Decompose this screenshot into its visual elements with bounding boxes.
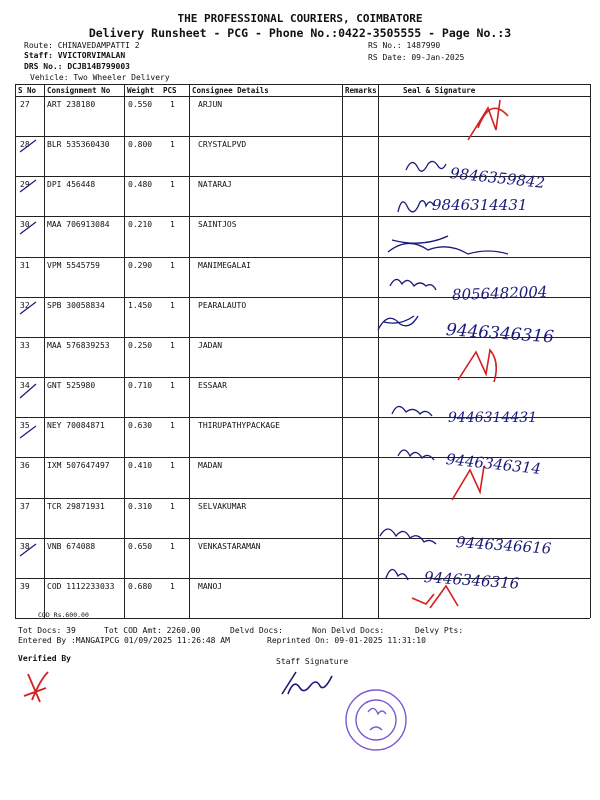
non-delivered-docs: Non Delvd Docs: <box>312 626 385 635</box>
signature-28 <box>406 161 446 171</box>
cell-pcs: 1 <box>170 180 175 190</box>
verified-by: Verified By <box>18 654 71 663</box>
cell-consignment: VNB 674088 <box>47 541 96 551</box>
cell-consignment: DPI 456448 <box>47 180 96 190</box>
cell-sno: 27 <box>20 100 30 109</box>
cell-pcs: 1 <box>170 340 175 350</box>
handwritten-phone-35: 9446346314 <box>445 450 542 478</box>
signature-31 <box>390 279 436 290</box>
col-weight: Weight <box>127 86 155 95</box>
cell-sno: 32 <box>20 300 30 310</box>
staff-signature-label: Staff Signature <box>276 657 349 666</box>
col-seal-signature: Seal & Signature <box>403 86 476 95</box>
vehicle-label: Vehicle: Two Wheeler Delivery <box>30 73 170 82</box>
cell-weight: 0.310 <box>128 501 153 511</box>
entered-by: Entered By :MANGAIPCG 01/09/2025 11:26:48 AM <box>18 636 230 645</box>
cell-pcs: 1 <box>170 421 175 431</box>
delivery-points: Delvy Pts: <box>415 626 464 635</box>
cell-weight: 0.480 <box>128 180 153 190</box>
handwritten-phone-31: 8056482004 <box>451 282 548 304</box>
cell-consignee: SELVAKUMAR <box>198 501 247 511</box>
cell-weight: 0.630 <box>128 421 153 431</box>
cell-sno: 34 <box>20 381 30 391</box>
cell-consignee: ESSAAR <box>198 381 227 391</box>
cell-consignment: MAA 706913084 <box>47 220 110 230</box>
cell-consignment: VPM 5545759 <box>47 260 100 270</box>
cell-consignee: ARJUN <box>198 100 223 109</box>
col-pcs: PCS <box>163 86 177 95</box>
cell-pcs: 1 <box>170 581 175 591</box>
handwritten-phone-34: 9446314431 <box>448 410 538 426</box>
cell-consignee: SAINTJOS <box>198 220 237 230</box>
cell-consignee: NATARAJ <box>198 180 232 190</box>
cell-pcs: 1 <box>170 260 175 270</box>
company-title: THE PROFESSIONAL COURIERS, COIMBATORE <box>177 12 423 25</box>
runsheet-subtitle: Delivery Runsheet - PCG - Phone No.:0422-3505555 - Page No.:3 <box>88 26 512 40</box>
cell-sno: 36 <box>20 461 30 471</box>
cell-pcs: 1 <box>170 140 175 150</box>
cell-consignment: IXM 507647497 <box>47 461 110 471</box>
cell-pcs: 1 <box>170 461 175 471</box>
cell-consignment: ART 238180 <box>47 100 96 109</box>
cell-sno: 33 <box>20 340 30 350</box>
cell-weight: 0.650 <box>128 541 153 551</box>
signature-29 <box>398 201 434 212</box>
cell-consignee: THIRUPATHYPACKAGE <box>198 421 280 431</box>
signature-32 <box>378 316 418 330</box>
col-line <box>590 84 591 618</box>
cell-weight: 0.550 <box>128 100 153 109</box>
cell-weight: 0.800 <box>128 140 153 150</box>
cell-consignee: MANIMEGALAI <box>198 260 251 270</box>
col-consignment: Consignment No <box>47 86 111 95</box>
cell-weight: 0.710 <box>128 381 153 391</box>
cell-sno: 28 <box>20 140 30 150</box>
rs-date: RS Date: 09-Jan-2025 <box>368 53 465 62</box>
total-docs: Tot Docs: 39 <box>18 626 76 635</box>
row-divider <box>15 136 590 137</box>
signature-34 <box>392 406 432 416</box>
drs-number: DRS No.: DCJB14B799003 <box>24 62 130 71</box>
reprinted-on: Reprinted On: 09-01-2025 11:31:10 <box>267 636 426 645</box>
cell-sno: 29 <box>20 180 30 190</box>
cell-sno: 37 <box>20 501 30 511</box>
row-divider <box>15 377 590 378</box>
col-remarks: Remarks <box>345 86 377 95</box>
cell-consignee: JADAN <box>198 340 223 350</box>
cell-weight: 0.290 <box>128 260 153 270</box>
cell-weight: 0.210 <box>128 220 153 230</box>
red-tick-39 <box>412 586 458 608</box>
cell-sno: 30 <box>20 220 30 230</box>
row-divider <box>15 257 590 258</box>
cell-consignee: MADAN <box>198 461 223 471</box>
purple-stamp <box>346 690 406 750</box>
cell-consignment: MAA 576839253 <box>47 340 110 350</box>
rs-number: RS No.: 1487990 <box>368 41 441 50</box>
col-consignee: Consignee Details <box>192 86 269 95</box>
cell-consignment: BLR 535360430 <box>47 140 110 150</box>
table-top-rule <box>15 84 590 85</box>
handwritten-phone-28: 9846359842 <box>449 164 546 192</box>
col-sno: S No <box>18 86 37 95</box>
cell-weight: 0.680 <box>128 581 153 591</box>
cell-weight: 1.450 <box>128 300 153 310</box>
blue-signatures <box>378 161 508 580</box>
signature-30 <box>388 236 508 254</box>
cell-sno: 35 <box>20 421 30 431</box>
row-divider <box>15 498 590 499</box>
cell-pcs: 1 <box>170 220 175 230</box>
cell-pcs: 1 <box>170 300 175 310</box>
cell-weight: 0.410 <box>128 461 153 471</box>
signature-37 <box>380 529 436 544</box>
cell-sno: 31 <box>20 260 30 270</box>
route-label: Route: CHINAVEDAMPATTI 2 <box>24 41 140 50</box>
cell-sno: 38 <box>20 541 30 551</box>
table-bottom-rule <box>15 618 590 619</box>
cell-consignment: NEY 70084871 <box>47 421 105 431</box>
cell-consignee: CRYSTALPVD <box>198 140 247 150</box>
cell-consignee: PEARALAUTO <box>198 300 247 310</box>
delivered-docs: Delvd Docs: <box>230 626 283 635</box>
cod-note: COD Rs.600.00 <box>38 611 89 619</box>
handwritten-phone-37: 9446346616 <box>455 533 552 558</box>
cell-consignment: SPB 30058834 <box>47 300 105 310</box>
cell-pcs: 1 <box>170 100 175 109</box>
table-header-rule <box>15 96 590 97</box>
cell-weight: 0.250 <box>128 340 153 350</box>
cell-pcs: 1 <box>170 541 175 551</box>
verified-by-mark <box>24 672 48 702</box>
row-divider <box>15 216 590 217</box>
staff-signature-ink <box>282 672 332 694</box>
signature-35 <box>398 450 434 460</box>
total-cod-amount: Tot COD Amt: 2260.00 <box>104 626 201 635</box>
cell-consignment: COD 1112233033 <box>47 581 115 591</box>
cell-pcs: 1 <box>170 501 175 511</box>
cell-consignment: GNT 525980 <box>47 381 96 391</box>
handwritten-phone-32: 9446346316 <box>445 320 555 348</box>
cell-consignment: TCR 29871931 <box>47 501 105 511</box>
handwritten-phone-29: 9846314431 <box>432 196 528 214</box>
cell-consignee: VENKASTARAMAN <box>198 541 261 551</box>
cell-pcs: 1 <box>170 381 175 391</box>
handwritten-phone-38: 9446346316 <box>423 568 520 593</box>
red-tick-27 <box>468 100 508 140</box>
staff-label: Staff: VVICTORVIMALAN <box>24 51 126 60</box>
cell-sno: 39 <box>20 581 30 591</box>
cell-consignee: MANOJ <box>198 581 223 591</box>
